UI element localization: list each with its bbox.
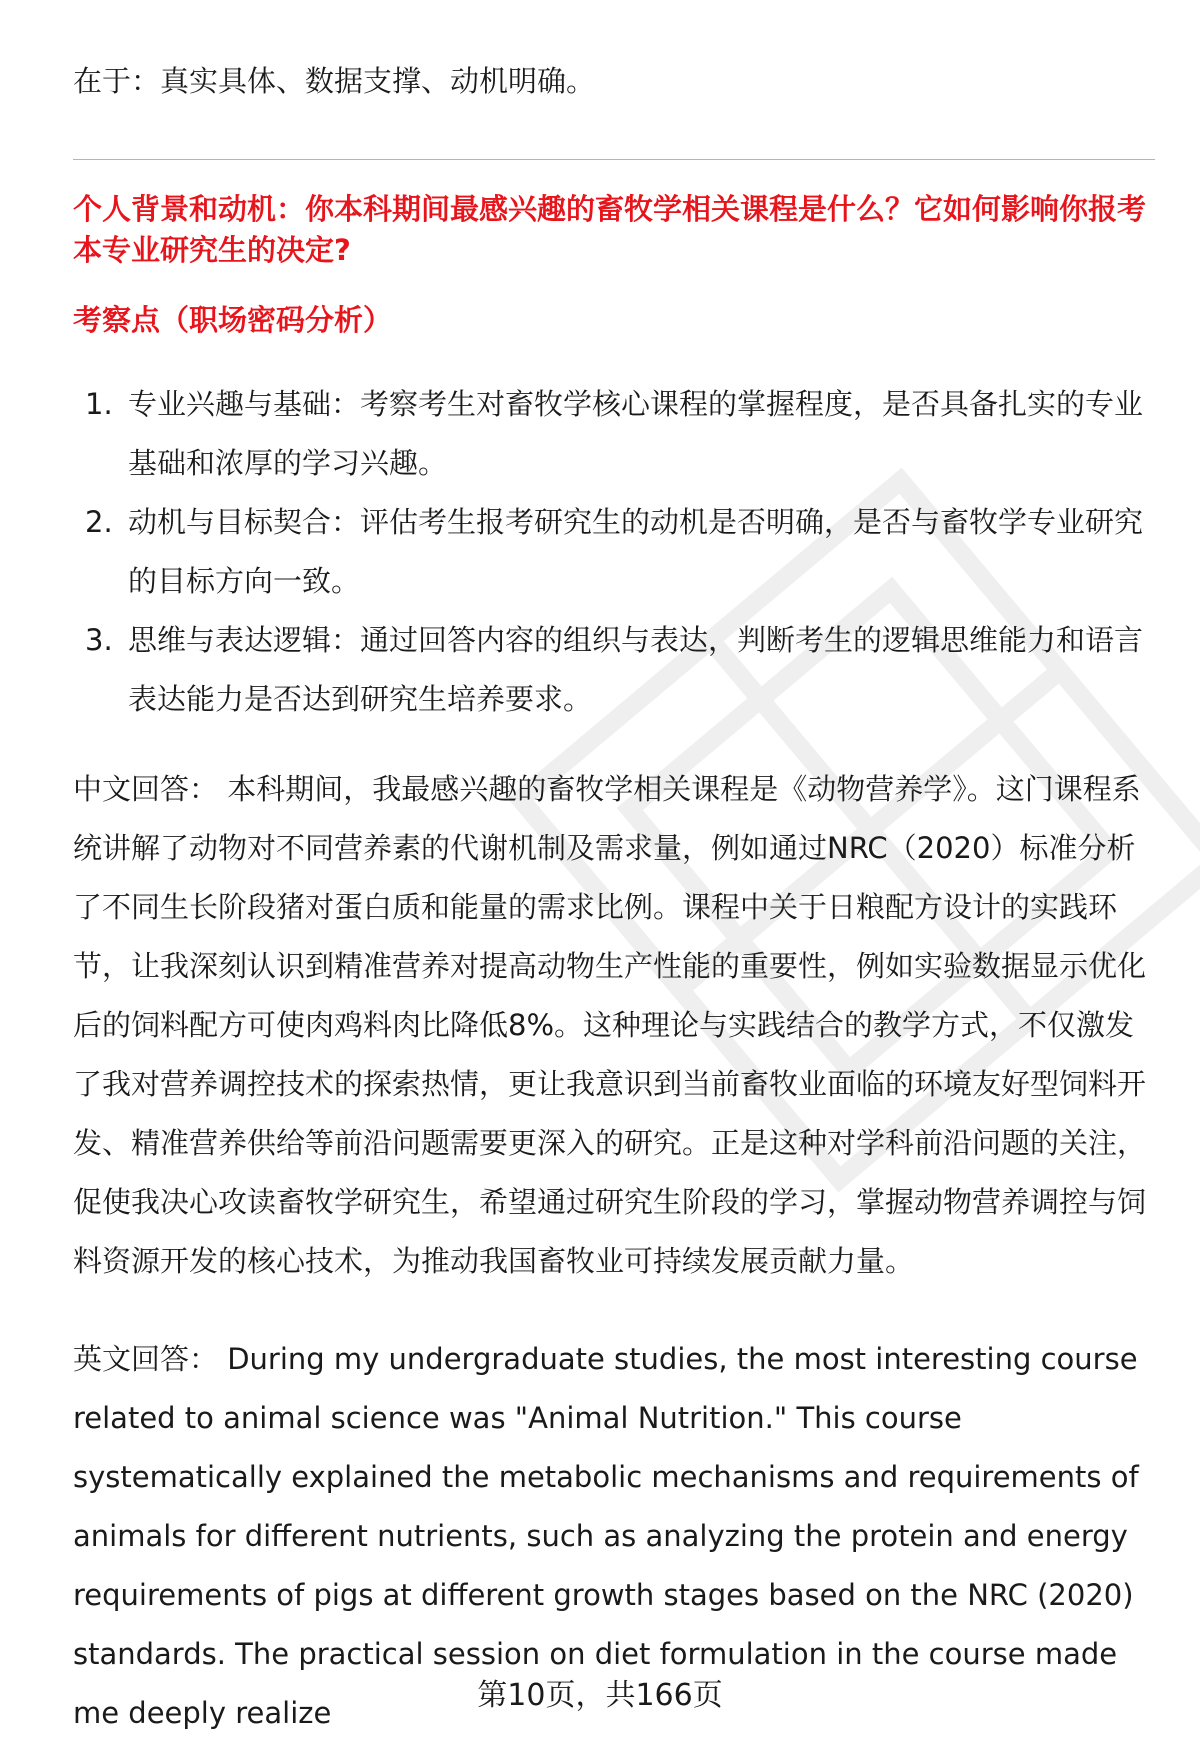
page-number-footer: 第10页，共166页 xyxy=(477,1678,723,1713)
list-item-text: 专业兴趣与基础：考察考生对畜牧学核心课程的掌握程度，是否具备扎实的专业基础和浓厚的学习兴趣。 xyxy=(128,387,1144,480)
english-answer: 英文回答： During my undergraduate studies, the most interesting course related to animal science was "Animal Nutrition." This course systematically explained the metabolic mechanisms and requirements of animals for different nutrients, such as analyzing the protein and energy requirements of pigs at different growth stages based on the NRC (2020) standards. The practical session on diet formulation in the course made me deeply realize xyxy=(73,1342,1139,1730)
exam-points-list xyxy=(73,375,1155,729)
list-item-text: 动机与目标契合：评估考生报考研究生的动机是否明确，是否与畜牧学专业研究的目标方向一致。 xyxy=(128,505,1144,598)
exam-points-title: 考察点（职场密码分析） xyxy=(73,303,393,337)
list-item xyxy=(73,611,1155,729)
question-heading: 个人背景和动机：你本科期间最感兴趣的畜牧学相关课程是什么？它如何影响你报考本专业研究生的决定? xyxy=(73,192,1147,267)
section-divider xyxy=(73,159,1155,160)
list-item-text: 思维与表达逻辑：通过回答内容的组织与表达，判断考生的逻辑思维能力和语言表达能力是否达到研究生培养要求。 xyxy=(128,623,1144,716)
list-item-number: 3. xyxy=(85,623,113,657)
chinese-answer: 中文回答： 本科期间，我最感兴趣的畜牧学相关课程是《动物营养学》。这门课程系统讲解了动物对不同营养素的代谢机制及需求量，例如通过NRC（2020）标准分析了不同生长阶段猪对蛋白质和能量的需求比例。课程中关于日粮配方设计的实践环节，让我深刻认识到精准营养对提高动物生产性能的重要性，例如实验数据显示优化后的饲料配方可使肉鸡料肉比降低8%。这种理论与实践结合的教学方式，不仅激发了我对营养调控技术的探索热情，更让我意识到当前畜牧业面临的环境友好型饲料开发、精准营养供给等前沿问题需要更深入的研究。正是这种对学科前沿问题的关注，促使我决心攻读畜牧学研究生，希望通过研究生阶段的学习，掌握动物营养调控与饲料资源开发的核心技术，为推动我国畜牧业可持续发展贡献力量。 xyxy=(73,772,1147,1278)
list-item xyxy=(73,375,1155,493)
intro-text: 在于：真实具体、数据支撑、动机明确。 xyxy=(73,64,596,98)
list-item xyxy=(73,493,1155,611)
list-item-number: 2. xyxy=(85,505,113,539)
list-item-number: 1. xyxy=(85,387,113,421)
